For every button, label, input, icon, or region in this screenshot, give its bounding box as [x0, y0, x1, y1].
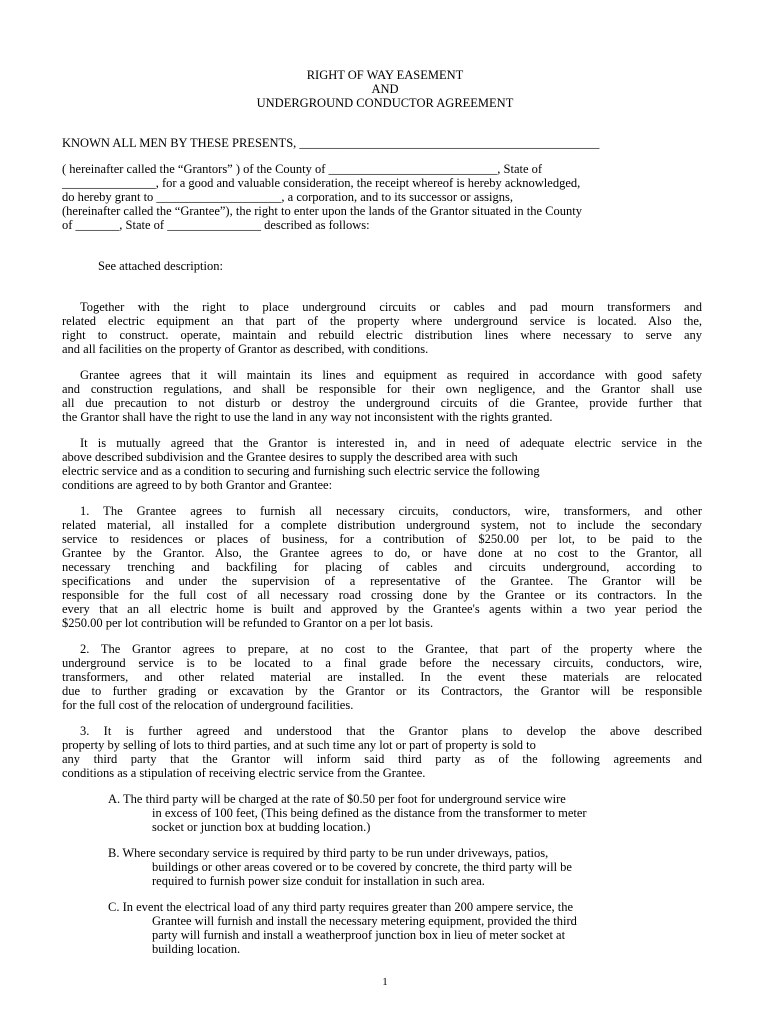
sub-b-line: buildings or other areas covered or to be covered by concrete, the third party will be	[152, 860, 572, 874]
item-1-line: service to residences or places of business, for a contribution of $250.00 per lot, to be paid to the	[62, 532, 702, 546]
sub-c-line: party will furnish and install a weatherproof junction box in lieu of meter socket at	[152, 928, 566, 942]
see-attached: See attached description:	[98, 259, 223, 273]
item-2-line: underground service is to be located to a final grade before the necessary circuits, conductors, wire,	[62, 656, 702, 670]
para-mutual-line: It is mutually agreed that the Grantor is interested in, and in need of adequate electric service in the	[80, 436, 702, 450]
sub-b-line: B. Where secondary service is required by third party to be run under driveways, patios,	[108, 846, 549, 860]
intro-line: of _______, State of _______________ described as follows:	[62, 218, 370, 232]
sub-a-line: A. The third party will be charged at the rate of $0.50 per foot for underground service wire	[108, 792, 566, 806]
item-2-line: 2. The Grantor agrees to prepare, at no cost to the Grantee, that part of the property where the	[80, 642, 702, 656]
item-1-line: related material, all installed for a complete distribution underground system, not to include the secondary	[62, 518, 702, 532]
item-1-line: 1. The Grantee agrees to furnish all necessary circuits, conductors, wire, transformers, and other	[80, 504, 702, 518]
item-3-line: conditions as a stipulation of receiving electric service from the Grantee.	[62, 766, 426, 780]
intro-line: ( hereinafter called the “Grantors” ) of the County of ___________________________, State of	[62, 162, 543, 176]
sub-c-line: C. In event the electrical load of any third party requires greater than 200 ampere service, the	[108, 900, 574, 914]
sub-a-line: socket or junction box at budding location.)	[152, 820, 371, 834]
para-together-line: right to construct. operate, maintain and rebuild electric distribution lines where necessary to serve any	[62, 328, 702, 342]
item-3-line: 3. It is further agreed and understood that the Grantor plans to develop the above described	[80, 724, 702, 738]
intro-line: (hereinafter called the “Grantee”), the right to enter upon the lands of the Grantor situated in the County	[62, 204, 582, 218]
page-number: 1	[382, 976, 388, 988]
title-line-2: AND	[371, 82, 399, 96]
item-2-line: for the full cost of the relocation of underground facilities.	[62, 698, 354, 712]
item-1-line: every that an all electric home is built and approved by the Grantee's agents within a two year period the	[62, 602, 702, 616]
item-2-line: transformers, and other related material are installed. In the event these materials are relocated	[62, 670, 702, 684]
para-together-line: and all facilities on the property of Grantor as described, with conditions.	[62, 342, 429, 356]
known-all-men: KNOWN ALL MEN BY THESE PRESENTS, ________________________________________________	[62, 136, 600, 150]
para-together-line: Together with the right to place underground circuits or cables and pad mourn transformers and	[80, 300, 702, 314]
title-line-1: RIGHT OF WAY EASEMENT	[306, 68, 464, 82]
item-3-line: any third party that the Grantor will inform said third party as of the following agreements and	[62, 752, 702, 766]
para-mutual-line: conditions are agreed to by both Grantor and Grantee:	[62, 478, 333, 492]
item-2-line: due to further grading or excavation by the Grantor or its Contractors, the Grantor will be responsible	[62, 684, 702, 698]
sub-b-line: required to furnish power size conduit for installation in such area.	[152, 874, 485, 888]
item-1-line: specifications and under the supervision of a representative of the Grantee. The Grantor will be	[62, 574, 702, 588]
para-grantee-line: and construction regulations, and shall be responsible for their own negligence, and the Grantor shall use	[62, 382, 702, 396]
para-grantee-line: Grantee agrees that it will maintain its lines and equipment as required in accordance with good safety	[80, 368, 702, 382]
para-mutual-line: above described subdivision and the Grantee desires to supply the described area with such	[62, 450, 518, 464]
sub-c-line: building location.	[152, 942, 241, 956]
item-3-line: property by selling of lots to third parties, and at such time any lot or part of property is sold to	[62, 738, 536, 752]
sub-a-line: in excess of 100 feet, (This being defined as the distance from the transformer to meter	[152, 806, 587, 820]
item-1-line: $250.00 per lot contribution will be refunded to Grantor on a per lot basis.	[62, 616, 434, 630]
title-line-3: UNDERGROUND CONDUCTOR AGREEMENT	[256, 96, 514, 110]
para-mutual-line: electric service and as a condition to securing and furnishing such electric service the following	[62, 464, 540, 478]
intro-line: do hereby grant to ____________________, a corporation, and to its successor or assigns,	[62, 190, 513, 204]
intro-line: _______________, for a good and valuable consideration, the receipt whereof is hereby acknowledged,	[62, 176, 581, 190]
item-1-line: responsible for the full cost of all necessary road crossing done by the Grantee or its contractors. In the	[62, 588, 702, 602]
para-grantee-line: all due precaution to not disturb or destroy the underground circuits of die Grantee, provide further that	[62, 396, 702, 410]
item-1-line: Grantee by the Grantor. Also, the Grantee agrees to do, or have done at no cost to the Grantor, all	[62, 546, 702, 560]
para-grantee-line: the Grantor shall have the right to use the land in any way not inconsistent with the rights granted.	[62, 410, 553, 424]
sub-c-line: Grantee will furnish and install the necessary metering equipment, provided the third	[152, 914, 577, 928]
item-1-line: necessary trenching and backfiling for placing of cables and circuits underground, according to	[62, 560, 702, 574]
para-together-line: related electric equipment an that part of the property where underground service is located. Also the,	[62, 314, 702, 328]
